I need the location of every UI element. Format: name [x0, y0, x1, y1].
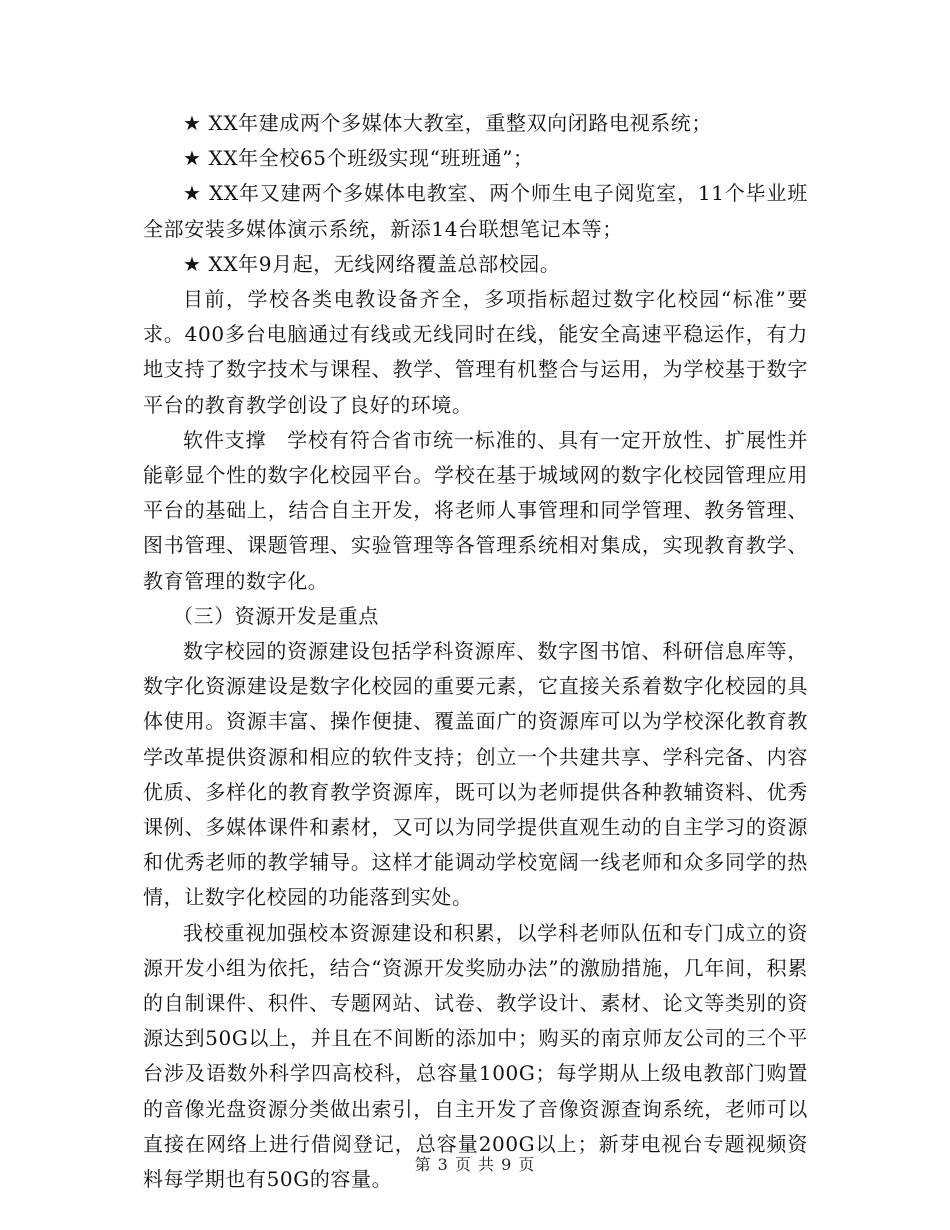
bullet-paragraph-4: ★ XX年9月起，无线网络覆盖总部校园。: [183, 251, 561, 276]
body-paragraph-school-resources: 我校重视加强校本资源建设和积累，以学科老师队伍和专门成立的资源开发小组为依托，结合“资源开发奖励办法”的激励措施，几年间，积累的自制课件、积件、专题网站、试卷、教学设计、素材、论文等类别的资源达到50G以上，并且在不间断的添加中；购买的南京师友公司的三个平台涉及语数外科学四高校科，总容量100G；每学期从上级电教部门购置的音像光盘资源分类做出索引，自主开发了音像资源查询系统，老师可以直接在网络上进行借阅登记，总容量200G以上；新芽电视台专题视频资料每学期也有50G的容量。: [143, 920, 808, 1192]
page-footer: 第 3 页 共 9 页: [414, 1155, 536, 1174]
section-heading: （三）资源开发是重点: [173, 603, 379, 628]
document-body: [143, 106, 808, 1197]
bullet-paragraph-1: ★ XX年建成两个多媒体大教室，重整双向闭路电视系统；: [183, 111, 712, 135]
body-paragraph-software: 软件支撑 学校有符合省市统一标准的、具有一定开放性、扩展性并能彰显个性的数字化校园平台。学校在基于城域网的数字化校园管理应用平台的基础上，结合自主开发，将老师人事管理和同学管理、教务管理、图书管理、课题管理、实验管理等各管理系统相对集成，实现教育教学、教育管理的数字化。: [143, 427, 808, 593]
bullet-paragraph-2: ★ XX年全校65个班级实现“班班通”；: [183, 146, 534, 171]
body-paragraph-resources: 数字校园的资源建设包括学科资源库、数字图书馆、科研信息库等，数字化资源建设是数字化校园的重要元素，它直接关系着数字化校园的具体使用。资源丰富、操作便捷、覆盖面广的资源库可以为学校深化教育教学改革提供资源和相应的软件支持；创立一个共建共享、学科完备、内容优质、多样化的教育教学资源库，既可以为老师提供各种教辅资料、优秀课例、多媒体课件和素材，又可以为同学提供直观生动的自主学习的资源和优秀老师的教学辅导。这样才能调动学校宽阔一线老师和众多同学的热情，让数字化校园的功能落到实处。: [143, 639, 808, 910]
bullet-paragraph-3: ★ XX年又建两个多媒体电教室、两个师生电子阅览室，11个毕业班全部安装多媒体演示系统，新添14台联想笔记本等；: [143, 181, 808, 241]
body-paragraph-equipment: 目前，学校各类电教设备齐全，多项指标超过数字化校园“标准”要求。400多台电脑通过有线或无线同时在线，能安全高速平稳运作，有力地支持了数字技术与课程、教学、管理有机整合与运用，为学校基于数字平台的教育教学创设了良好的环境。: [143, 287, 808, 417]
